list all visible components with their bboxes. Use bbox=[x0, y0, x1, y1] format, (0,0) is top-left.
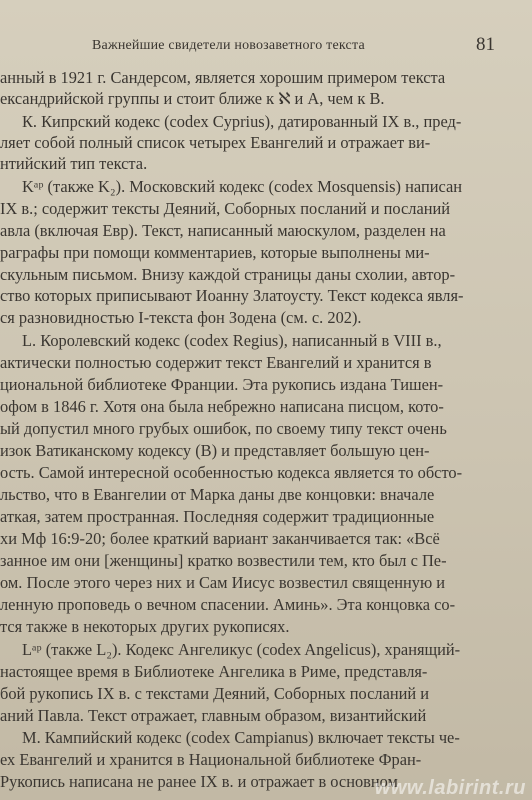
text-line: ом. После этого через них и Сам Иисус возвестил священную и bbox=[0, 573, 446, 592]
text-line: аний Павла. Текст отражает, главным образом, византийский bbox=[0, 706, 427, 725]
running-title: Важнейшие свидетели новозаветного текста bbox=[92, 38, 365, 53]
text-line: Lᵃᵖ (также L₂). Кодекс Ангеликус (codex Angelicus), хранящий- bbox=[22, 640, 461, 659]
text-line: IX в.; содержит тексты Деяний, Соборных посланий и посланий bbox=[0, 199, 451, 218]
text-line: L. Королевский кодекс (codex Regius), написанный в VIII в., bbox=[22, 331, 442, 350]
text-line: ый допустил много грубых ошибок, по своему типу текст очень bbox=[0, 419, 447, 438]
text-line: ство которых приписывают Иоанну Златоусту. Текст кодекса явля- bbox=[0, 286, 464, 305]
text-line: скульным письмом. Внизу каждой страницы даны схолии, автор- bbox=[0, 265, 456, 284]
text-line: ех Евангелий и хранится в Национальной библиотеке Фран- bbox=[0, 750, 422, 769]
text-line: ляет собой полный список четырех Евангелий и отражает ви- bbox=[0, 133, 431, 152]
text-line: льство, что в Евангелии от Марка даны две концовки: вначале bbox=[0, 485, 435, 504]
text-line: тся также в некоторых других рукописях. bbox=[0, 617, 290, 636]
text-line: раграфы при помощи комментариев, которые выполнены ми- bbox=[0, 243, 430, 262]
text-line: офом в 1846 г. Хотя она была небрежно написана писцом, кото- bbox=[0, 397, 444, 416]
watermark: www.labirint.ru bbox=[374, 777, 526, 799]
text-line: хи Мф 16:9-20; более краткий вариант заканчивается так: «Всё bbox=[0, 529, 440, 548]
page-header bbox=[0, 34, 532, 58]
text-line: изок Ватиканскому кодексу (В) и представляет большую цен- bbox=[0, 441, 430, 460]
text-line: Kᵃᵖ (также K₂). Московский кодекс (codex Mosquensis) написан bbox=[22, 177, 463, 196]
text-line: ександрийской группы и стоит ближе к ℵ и А, чем к В. bbox=[0, 89, 385, 108]
text-line: нтийский тип текста. bbox=[0, 154, 148, 173]
text-line: авла (включая Евр). Текст, написанный маюскулом, разделен на bbox=[0, 221, 446, 240]
text-line: M. Кампийский кодекс (codex Campianus) включает тексты че- bbox=[22, 728, 460, 747]
text-line: циональной библиотеке Франции. Эта рукопись издана Тишен- bbox=[0, 375, 444, 394]
text-line: ленную проповедь о вечном спасении. Аминь». Эта концовка со- bbox=[0, 595, 456, 614]
text-line: анный в 1921 г. Сандерсом, является хорошим примером текста bbox=[0, 68, 446, 87]
text-line: ость. Самой интересной особенностью кодекса является то обсто- bbox=[0, 463, 463, 482]
text-line: занное им они [женщины] кратко возвестили тем, кто был с Пе- bbox=[0, 551, 447, 570]
text-line: К. Кипрский кодекс (codex Cyprius), датированный IX в., пред- bbox=[22, 112, 462, 131]
page-number: 81 bbox=[476, 34, 495, 55]
text-line: аткая, затем пространная. Последняя содержит традиционные bbox=[0, 507, 435, 526]
text-line: настоящее время в Библиотеке Ангелика в Риме, представля- bbox=[0, 662, 428, 681]
text-line: Рукопись написана не ранее IX в. и отражает в основном bbox=[0, 772, 398, 791]
text-line: актически полностью содержит текст Евангелий и хранится в bbox=[0, 353, 432, 372]
text-line: бой рукопись IX в. с текстами Деяний, Соборных посланий и bbox=[0, 684, 430, 703]
text-line: ся разновидностью I-текста фон Зодена (см. с. 202). bbox=[0, 308, 362, 327]
